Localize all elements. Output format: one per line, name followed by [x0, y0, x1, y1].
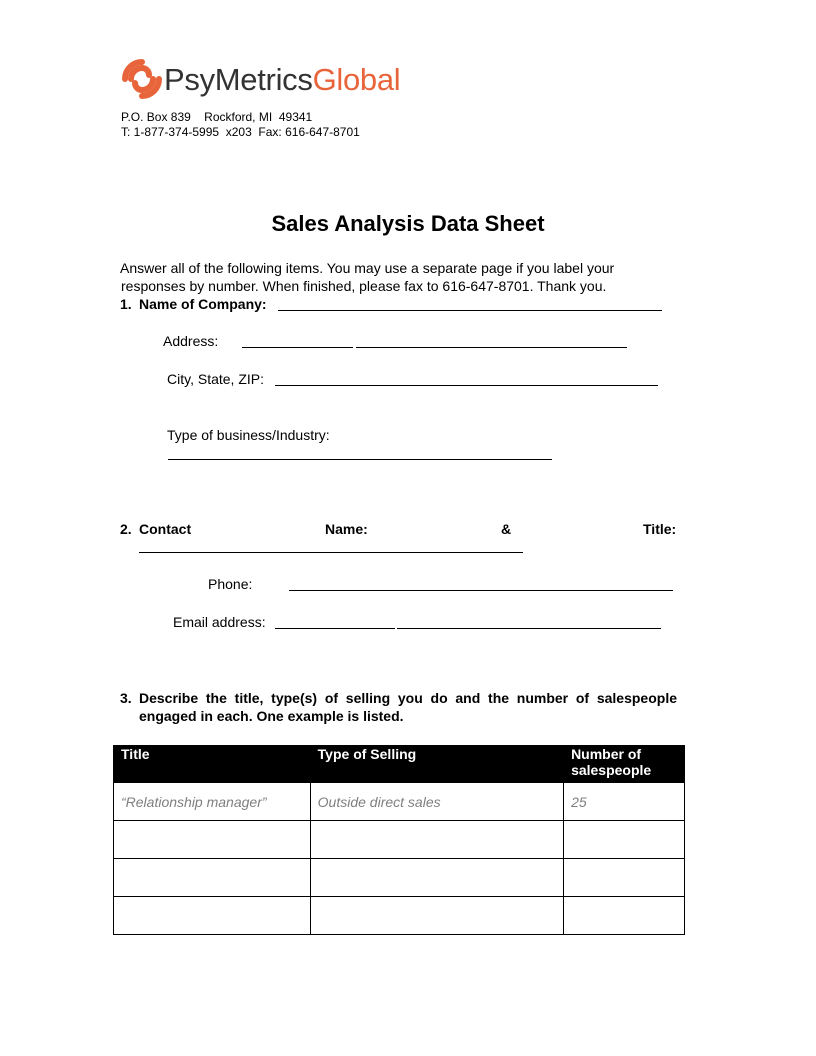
- contact-name-title-field[interactable]: [139, 552, 523, 553]
- q2-word-name: Name:: [325, 521, 368, 537]
- logo-wordmark: [164, 60, 400, 100]
- type-cell[interactable]: [310, 859, 563, 897]
- business-type-field[interactable]: [168, 459, 552, 460]
- title-cell[interactable]: [114, 859, 311, 897]
- business-type-label: Type of business/Industry:: [167, 427, 330, 443]
- q2-word-contact: Contact: [139, 521, 192, 537]
- example-count-cell[interactable]: 25: [564, 783, 685, 821]
- q3-text-line-1: Describe the title, type(s) of selling you do and the number of salespeople: [139, 690, 677, 706]
- header-title: Title: [114, 746, 311, 783]
- q2-word-ampersand: &: [501, 521, 512, 537]
- title-cell[interactable]: [114, 821, 311, 859]
- email-label: Email address:: [173, 614, 266, 630]
- q1-number: 1.: [120, 296, 132, 312]
- sales-table: [113, 745, 685, 935]
- phone-fax-line: T: 1-877-374-5995 x203 Fax: 616-647-8701: [121, 125, 360, 139]
- logo-text-global: Global: [312, 62, 401, 97]
- q3-number: 3.: [120, 690, 132, 706]
- example-title-cell[interactable]: “Relationship manager”: [114, 783, 311, 821]
- title-cell[interactable]: [114, 897, 311, 935]
- intro-line-2: responses by number. When finished, please fax to 616-647-8701. Thank you.: [121, 278, 607, 294]
- table-row: [114, 821, 685, 859]
- phone-field[interactable]: [289, 590, 673, 591]
- header-number-of-salespeople: Number of salespeople: [564, 746, 685, 783]
- table-row-example: [114, 783, 685, 821]
- address-field-part1[interactable]: [242, 347, 353, 348]
- logo-text-psymetrics: PsyMetrics: [164, 62, 313, 97]
- header-type-of-selling: Type of Selling: [310, 746, 563, 783]
- q2-number: 2.: [120, 521, 132, 537]
- company-name-field[interactable]: [278, 310, 662, 311]
- email-field-part2[interactable]: [397, 628, 661, 629]
- logo-mark-icon: [121, 58, 163, 100]
- page-title: Sales Analysis Data Sheet: [271, 211, 545, 236]
- q3-text-line-2: engaged in each. One example is listed.: [139, 708, 404, 724]
- type-cell[interactable]: [310, 821, 563, 859]
- company-logo: [121, 58, 421, 104]
- count-cell[interactable]: [564, 821, 685, 859]
- city-state-zip-label: City, State, ZIP:: [167, 371, 264, 387]
- city-state-zip-field[interactable]: [275, 385, 658, 386]
- address-field-part2[interactable]: [356, 347, 627, 348]
- address-line: P.O. Box 839 Rockford, MI 49341: [121, 110, 313, 124]
- q1-company-label: Name of Company:: [139, 296, 267, 312]
- address-label: Address:: [163, 333, 219, 349]
- type-cell[interactable]: [310, 897, 563, 935]
- email-field-part1[interactable]: [275, 628, 395, 629]
- table-header-row: [114, 746, 685, 783]
- q2-word-title: Title:: [643, 521, 677, 537]
- example-type-cell[interactable]: Outside direct sales: [310, 783, 563, 821]
- table-row: [114, 897, 685, 935]
- table-row: [114, 859, 685, 897]
- phone-label: Phone:: [208, 576, 253, 592]
- count-cell[interactable]: [564, 897, 685, 935]
- intro-line-1: Answer all of the following items. You may use a separate page if you label your: [120, 260, 615, 276]
- count-cell[interactable]: [564, 859, 685, 897]
